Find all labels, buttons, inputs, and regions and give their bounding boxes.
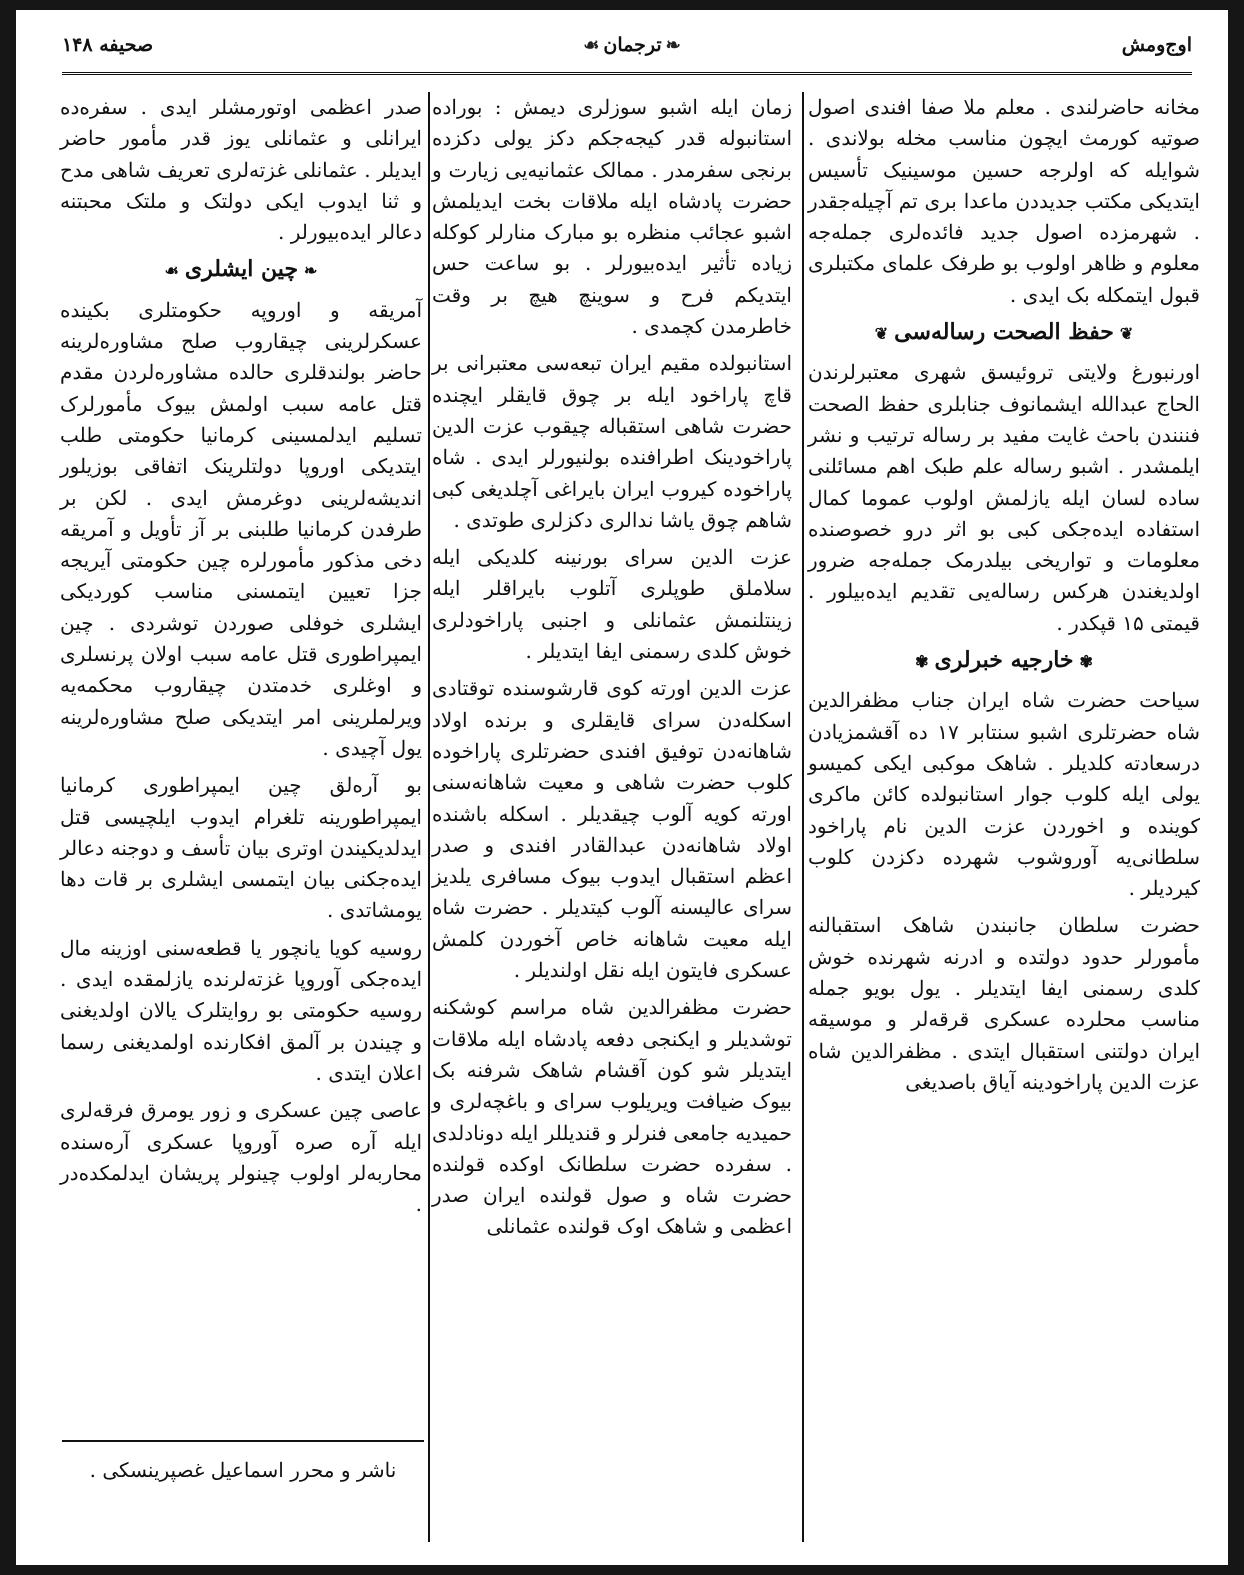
issue-label: اوج‌ومش	[1121, 34, 1192, 56]
ornament-icon: ☙	[164, 261, 179, 281]
paragraph: مخانه حاضرلندی . معلم ملا صفا افندی اصول صوتیه کورمث ایچون مناسب مخله بولاندی . شوایله که اولرجه حسین موسینیک تأسیس ایتدیکی مکتب جدیددن ماعدا بری تم آچیله‌جقدر . شهرمزده اصول جدید فائده‌لری جمله‌جه معلوم و ظاهر اولوب بو طرفک علمای مکتبلری قبول ایتمکله بک ایدی .	[808, 95, 1200, 307]
paragraph: حضرت سلطان جانبندن شاهک استقبالنه مأمورلر حدود دولتده و ادرنه شهرنده خوش کلدی رسمنی ایفا ایتدیلر . یول بویو جمله مناسب محلرده عسکری قرقه‌لر و موسیقه ایران دولتنی استقبال ایتدی . مظفرالدین شاه عزت الدین پاراخودینه آیاق باصدیغی	[808, 913, 1200, 1094]
section-heading	[60, 254, 422, 286]
paragraph: استانبولده مقیم ایران تبعه‌سی معتبرانی بر قاچ پاراخود ایله بر چوق قایقلر ایچنده حضرت شاهی استقباله چیقوب عزت الدین پاراخودینک اطرافنده بولنیورلر ایدی . شاه پاراخوده کیروب ایران بایراغی آچلدیغی کبی شاهم چوق یاشا ندالری دکزلری طوتدی .	[432, 351, 792, 532]
newspaper-title	[532, 34, 732, 56]
masthead	[62, 34, 1192, 74]
section-heading	[808, 645, 1200, 677]
heading-text: خارجیه خبرلری	[934, 647, 1074, 674]
ornament-icon: ❦	[874, 324, 889, 344]
paragraph: حضرت مظفرالدین شاه مراسم کوشکنه توشدیلر و ایکنجی دفعه پادشاه ایله ملاقات ایتدیلر شو کون آقشام شاهک شرفنه بک بیوک ضیافت ویریلوب سرای و باغچه‌لری و حمیدیه جامعی فنرلر و قندیللر ایله دونادلدی . سفرده حضرت سلطانک اوکده قولنده حضرت شاه و صول قولنده ایران صدر اعظمی و شاهک اوک قولنده عثمانلی	[432, 995, 792, 1239]
paragraph: روسیه کویا یانچور یا قطعه‌سنی اوزینه مال ایده‌جکی آوروپا غزته‌لرنده یازلمقده ایدی . روسیه حکومتی بو روایتلرک یالان اولدیغنی و چیندن بر آلمق افکارنده اولمدیغنی رسما اعلان ایتدی .	[60, 935, 422, 1085]
ornament-icon: ✾	[1079, 652, 1093, 672]
paragraph: اورنبورغ ولایتی تروئیسق شهری معتبرلرندن الحاج عبدالله ایشمانوف جنابلری حفظ الصحت فننندن باحث غایت مفید بر رساله ترتیب و نشر ایلمشدر . اشبو رساله علم طبک اهم مسائلنی ساده لسان ایله یازلمش اولوب عموما کمال استفاده ایده‌جکی کبی بو اثر درو خصوصنده معلومات و تواریخی بیلدرمک جمله‌جه ضرور اولدیغندن هرکس رساله‌یی تقدیم ایده‌بیلور . قیمتی ۱۵ قپکدر .	[808, 360, 1200, 635]
column-left	[60, 92, 422, 1522]
publisher-credit: ناشر و محرر اسماعیل غصپرینسکی .	[89, 1458, 397, 1482]
heading-text: چین ایشلری	[184, 256, 299, 283]
paragraph: صدر اعظمی اوتورمشلر ایدی . سفره‌ده ایرانلی و عثمانلی یوز قدر مأمور حاضر ایدیلر . عثمانلی غزته‌لری تعریف شاهی مدح و ثنا ایدوب ایکی دولتک و ملتک محبتنه دعالر ایده‌بیورلر .	[60, 95, 422, 245]
paragraph: عزت الدین اورته کوی قارشوسنده توقتادی اسکله‌دن سرای قایقلری و برنده اولاد شاهانه‌دن توفیق افندی حضرتلری پاراخوده کلوب حضرت شاهی و معیت شاهانه‌سنی اورته کویه آلوب چیقدیلر . اسکله باشنده اولاد شاهانه‌دن عبدالقادر افندی و صدر اعظم استقبال ایدوب بیوک مسافری یلدیز سرای عالیسنه آلوب کیتدیلر . حضرت شاه ایله معیت شاهانه خاص آخوردن کلمش عسکری فایتون ایله نقل اولندیلر .	[432, 676, 792, 983]
heading-text: حفظ الصحت رساله‌سی	[894, 319, 1114, 346]
paragraph: عزت الدین سرای بورنینه کلدیکی ایله سلاملق طوپلری آتلوب بایراقلر ایله زینتلنمش عثمانلی و اجنبی پاراخودلری خوش کلدی رسمنی ایفا ایتدیلر .	[432, 545, 792, 664]
paragraph: عاصی چین عسکری و زور یومرق فرقه‌لری ایله آره صره آوروپا عسکری آره‌سنده محاربه‌لر اولوب چینولر پریشان ایدلمکده‌در .	[60, 1098, 422, 1217]
ornament-icon: ☙	[583, 35, 600, 56]
paragraph: بو آره‌لق چین ایمپراطوری کرمانیا ایمپراطورینه تلغرام ایدوب ایلچیسی قتل ایدلدیکیندن اوتری بیان تأسف و دوجنه دعالر ایده‌جکنی بیان ایتمسی ایشلری بر قات دها یومشاتدی .	[60, 773, 422, 923]
page-number: صحیفه ۱۴۸	[62, 34, 154, 56]
column-middle	[432, 92, 792, 1522]
ornament-icon: ✾	[915, 652, 929, 672]
ornament-icon: ❧	[665, 35, 681, 56]
column-divider	[802, 92, 804, 1542]
column-right	[808, 92, 1200, 1522]
paragraph: آمریقه و اوروپه حکومتلری بکینده عسکرلرینی چیقاروب صلح مشاوره‌لرینه حاضر بولندقلری حالده مشاوره‌لردن مقدم قتل عامه سبب اولمش بیوک مأمورلرک تسلیم ایدلمسینی کرمانیا حکومتی طلب ایتدیکی اوروپا دولتلرینک اتفاقی بوزیلور اندیشه‌لرینی دوغرمش ایدی . لکن بر طرفدن کرمانیا طلبنی بر آز تأویل و آمریقه دخی مذکور مأمورلره چین حکومتی آیریجه جزا تعیین ایتمسنی مناسب کوردیکی ایشلری خوفلی صوردن توشردی . چین ایمپراطوری قتل عامه سبب اولان پرنسلری و اوغلری خدمتدن چیقاروب محکمه‌یه ویرلملرینی امر ایتدیکی صلح مشاوره‌لرینه یول آچیدی .	[60, 297, 422, 760]
ornament-icon: ❦	[1119, 324, 1134, 344]
section-heading	[808, 317, 1200, 349]
newspaper-title-text: ترجمان	[603, 34, 662, 56]
paragraph: زمان ایله اشبو سوزلری دیمش : بوراده استانبوله قدر کیجه‌جکم دکز یولی دکزده برنجی سفرمدر . ممالک عثمانیه‌یی زیارت و حضرت پادشاه ایله ملاقات بخت ایدیلمش اشبو عجائب منظره بو مبارک منارلر کوکله زیاده تأثیر ایده‌بیورلر . بو ساعت حس ایتدیکم فرح و سوینچ هیچ بر وقت خاطرمدن کچمدی .	[432, 95, 792, 339]
ornament-icon: ❧	[304, 261, 318, 281]
paragraph: سیاحت حضرت شاه ایران جناب مظفرالدین شاه حضرتلری اشبو سنتابر ۱۷ ده آقشمزیادن درسعادته کلدیلر . شاهک موکبی ایکی کمیسو یولی ایله کلوب جوار استانبولده کائن ماکری کوینده و اخوردن عزت الدین نام پاراخود سلطانی‌یه آوروشوب شهرده دکزدن کلوب کیردیلر .	[808, 688, 1200, 901]
footer-rule	[62, 1440, 424, 1442]
column-divider	[428, 92, 430, 1542]
masthead-rule	[62, 72, 1192, 75]
